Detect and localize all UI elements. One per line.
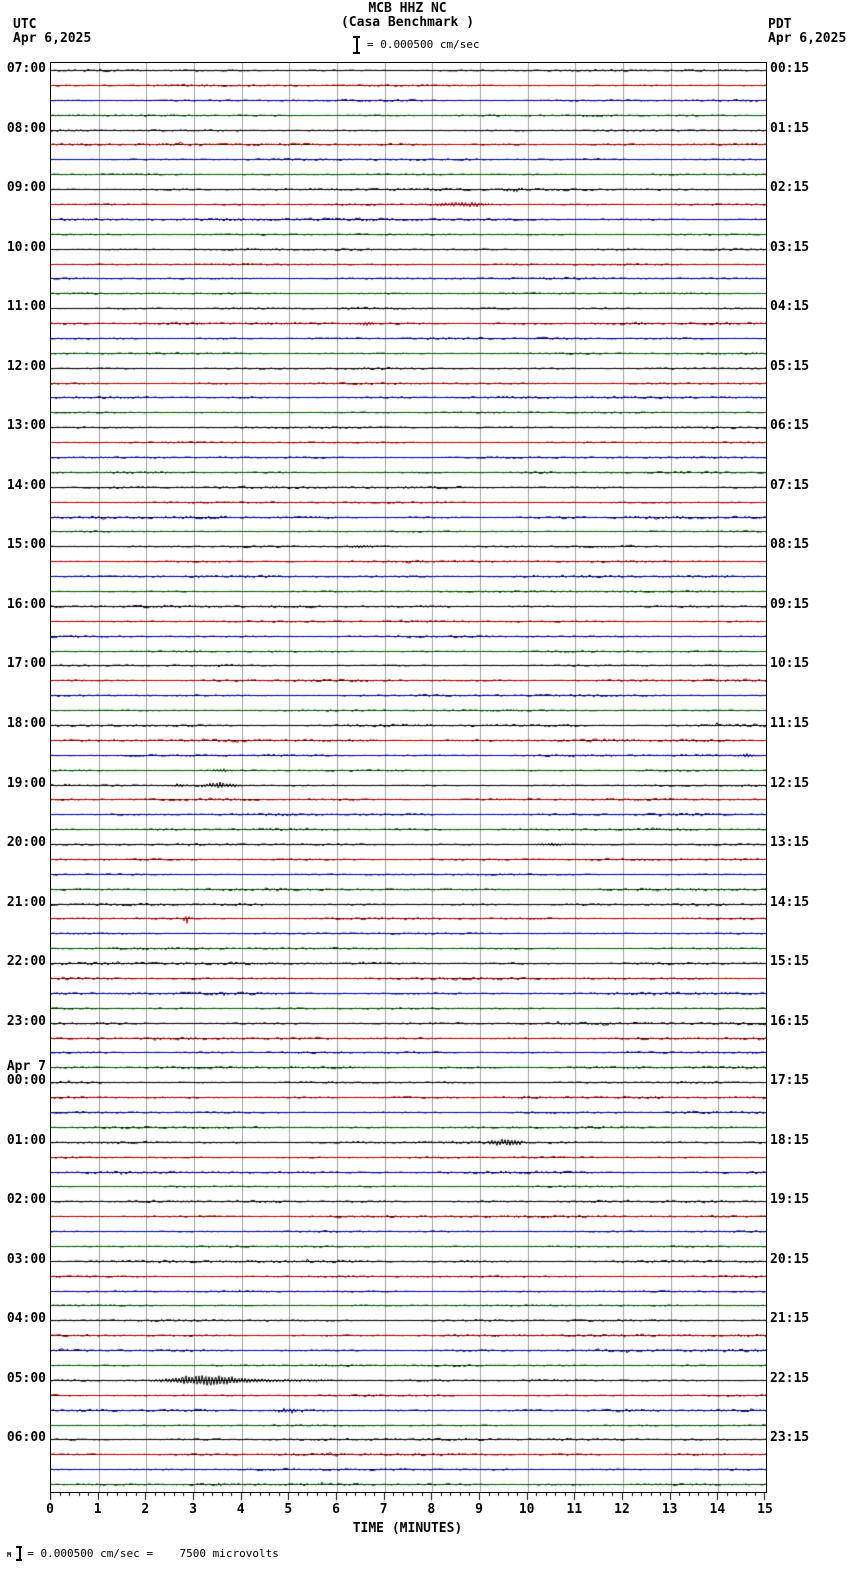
station-title: MCB HHZ NC — [368, 1, 447, 16]
axis-tick-label: 9 — [475, 1502, 483, 1517]
pdt-hour-label: 18:15 — [770, 1133, 810, 1148]
pdt-header — [768, 18, 846, 46]
pdt-hour-label: 09:15 — [770, 597, 810, 612]
utc-hour-label: 03:00 — [6, 1252, 46, 1267]
axis-tick-label: 12 — [614, 1502, 630, 1517]
utc-hour-label: 07:00 — [6, 61, 46, 76]
pdt-hour-label: 01:15 — [770, 121, 810, 136]
pdt-hour-label: 07:15 — [770, 478, 810, 493]
utc-hour-label: 19:00 — [6, 776, 46, 791]
utc-hour-label: 17:00 — [6, 656, 46, 671]
axis-tick-label: 0 — [46, 1502, 54, 1517]
utc-hour-label: 15:00 — [6, 537, 46, 552]
utc-hour-label: 12:00 — [6, 359, 46, 374]
utc-hour-label: 11:00 — [6, 299, 46, 314]
footer-scale-note — [7, 1546, 279, 1561]
pdt-hour-label: 04:15 — [770, 299, 810, 314]
minute-axis-numbers — [46, 1502, 773, 1518]
axis-tick-label: 3 — [189, 1502, 197, 1517]
axis-tick-label: 10 — [518, 1502, 535, 1517]
utc-date-label: Apr 6,2025 — [13, 31, 92, 46]
axis-tick-label: 8 — [427, 1502, 436, 1517]
axis-tick-label: 5 — [284, 1502, 293, 1517]
pdt-hour-label: 17:15 — [770, 1073, 810, 1088]
utc-hour-label: 22:00 — [6, 954, 46, 969]
pdt-hour-label: 12:15 — [770, 776, 810, 791]
utc-date-break-label: Apr 7 — [6, 1059, 46, 1074]
utc-header — [13, 18, 91, 46]
pdt-date-label: Apr 6,2025 — [768, 31, 847, 46]
utc-hour-label: 05:00 — [6, 1371, 46, 1386]
pdt-hour-label: 14:15 — [770, 895, 810, 910]
utc-hour-label: 02:00 — [6, 1192, 46, 1207]
pdt-hour-label: 05:15 — [770, 359, 810, 374]
pdt-hour-label: 19:15 — [770, 1192, 810, 1207]
utc-hour-label: 20:00 — [6, 835, 46, 850]
scale-bar-icon — [353, 36, 360, 54]
axis-tick-label: 15 — [757, 1502, 773, 1517]
axis-tick-label: 11 — [566, 1502, 583, 1517]
footer-scale-bar-icon — [16, 1546, 22, 1561]
axis-tick-label: 14 — [709, 1502, 726, 1517]
pdt-hour-label: 11:15 — [770, 716, 810, 731]
pdt-hour-label: 22:15 — [770, 1371, 810, 1386]
utc-tz-label: UTC — [13, 17, 37, 32]
utc-hour-label: 00:00 — [6, 1073, 46, 1088]
pdt-hour-label: 23:15 — [770, 1430, 810, 1445]
utc-hour-label: 14:00 — [6, 478, 46, 493]
utc-hour-label: 08:00 — [6, 121, 46, 136]
utc-hour-label: 04:00 — [6, 1311, 46, 1326]
utc-hour-label: 23:00 — [6, 1014, 46, 1029]
utc-hour-label: 16:00 — [6, 597, 46, 612]
pdt-hour-label: 13:15 — [770, 835, 810, 850]
pdt-hour-label: 21:15 — [770, 1311, 810, 1326]
station-subtitle: (Casa Benchmark ) — [340, 15, 475, 30]
pdt-hour-label: 03:15 — [770, 240, 810, 255]
time-axis-label: TIME (MINUTES) — [352, 1521, 463, 1536]
pdt-hour-label: 06:15 — [770, 418, 810, 433]
axis-tick-label: 13 — [661, 1502, 678, 1517]
pdt-tz-label: PDT — [768, 17, 792, 32]
pdt-hour-label: 00:15 — [770, 61, 810, 76]
pdt-hour-label: 10:15 — [770, 656, 810, 671]
pdt-hour-label: 02:15 — [770, 180, 810, 195]
utc-hour-label: 13:00 — [6, 418, 46, 433]
axis-tick-label: 1 — [93, 1502, 102, 1517]
axis-tick-label: 4 — [236, 1502, 245, 1517]
helicorder-canvas — [51, 63, 766, 1492]
axis-tick-label: 6 — [332, 1502, 340, 1517]
axis-tick-label: 2 — [141, 1502, 150, 1517]
pdt-hour-label: 20:15 — [770, 1252, 810, 1267]
scale-label: = 0.000500 cm/sec — [367, 38, 480, 51]
helicorder-plot — [50, 62, 767, 1493]
footer-scale-text: = 0.000500 cm/sec = 7500 microvolts — [27, 1547, 279, 1560]
utc-hour-label: 21:00 — [6, 895, 46, 910]
axis-tick-label: 7 — [379, 1502, 388, 1517]
utc-hour-label: 10:00 — [6, 240, 46, 255]
utc-hour-label: 06:00 — [6, 1430, 46, 1445]
utc-hour-label: 09:00 — [6, 180, 46, 195]
amplitude-scale — [353, 36, 480, 54]
utc-hour-label: 18:00 — [6, 716, 46, 731]
pdt-hour-label: 08:15 — [770, 537, 810, 552]
utc-hour-label: 01:00 — [6, 1133, 46, 1148]
pdt-hour-label: 15:15 — [770, 954, 810, 969]
footer-prefix: M — [7, 1551, 12, 1559]
pdt-hour-label: 16:15 — [770, 1014, 810, 1029]
